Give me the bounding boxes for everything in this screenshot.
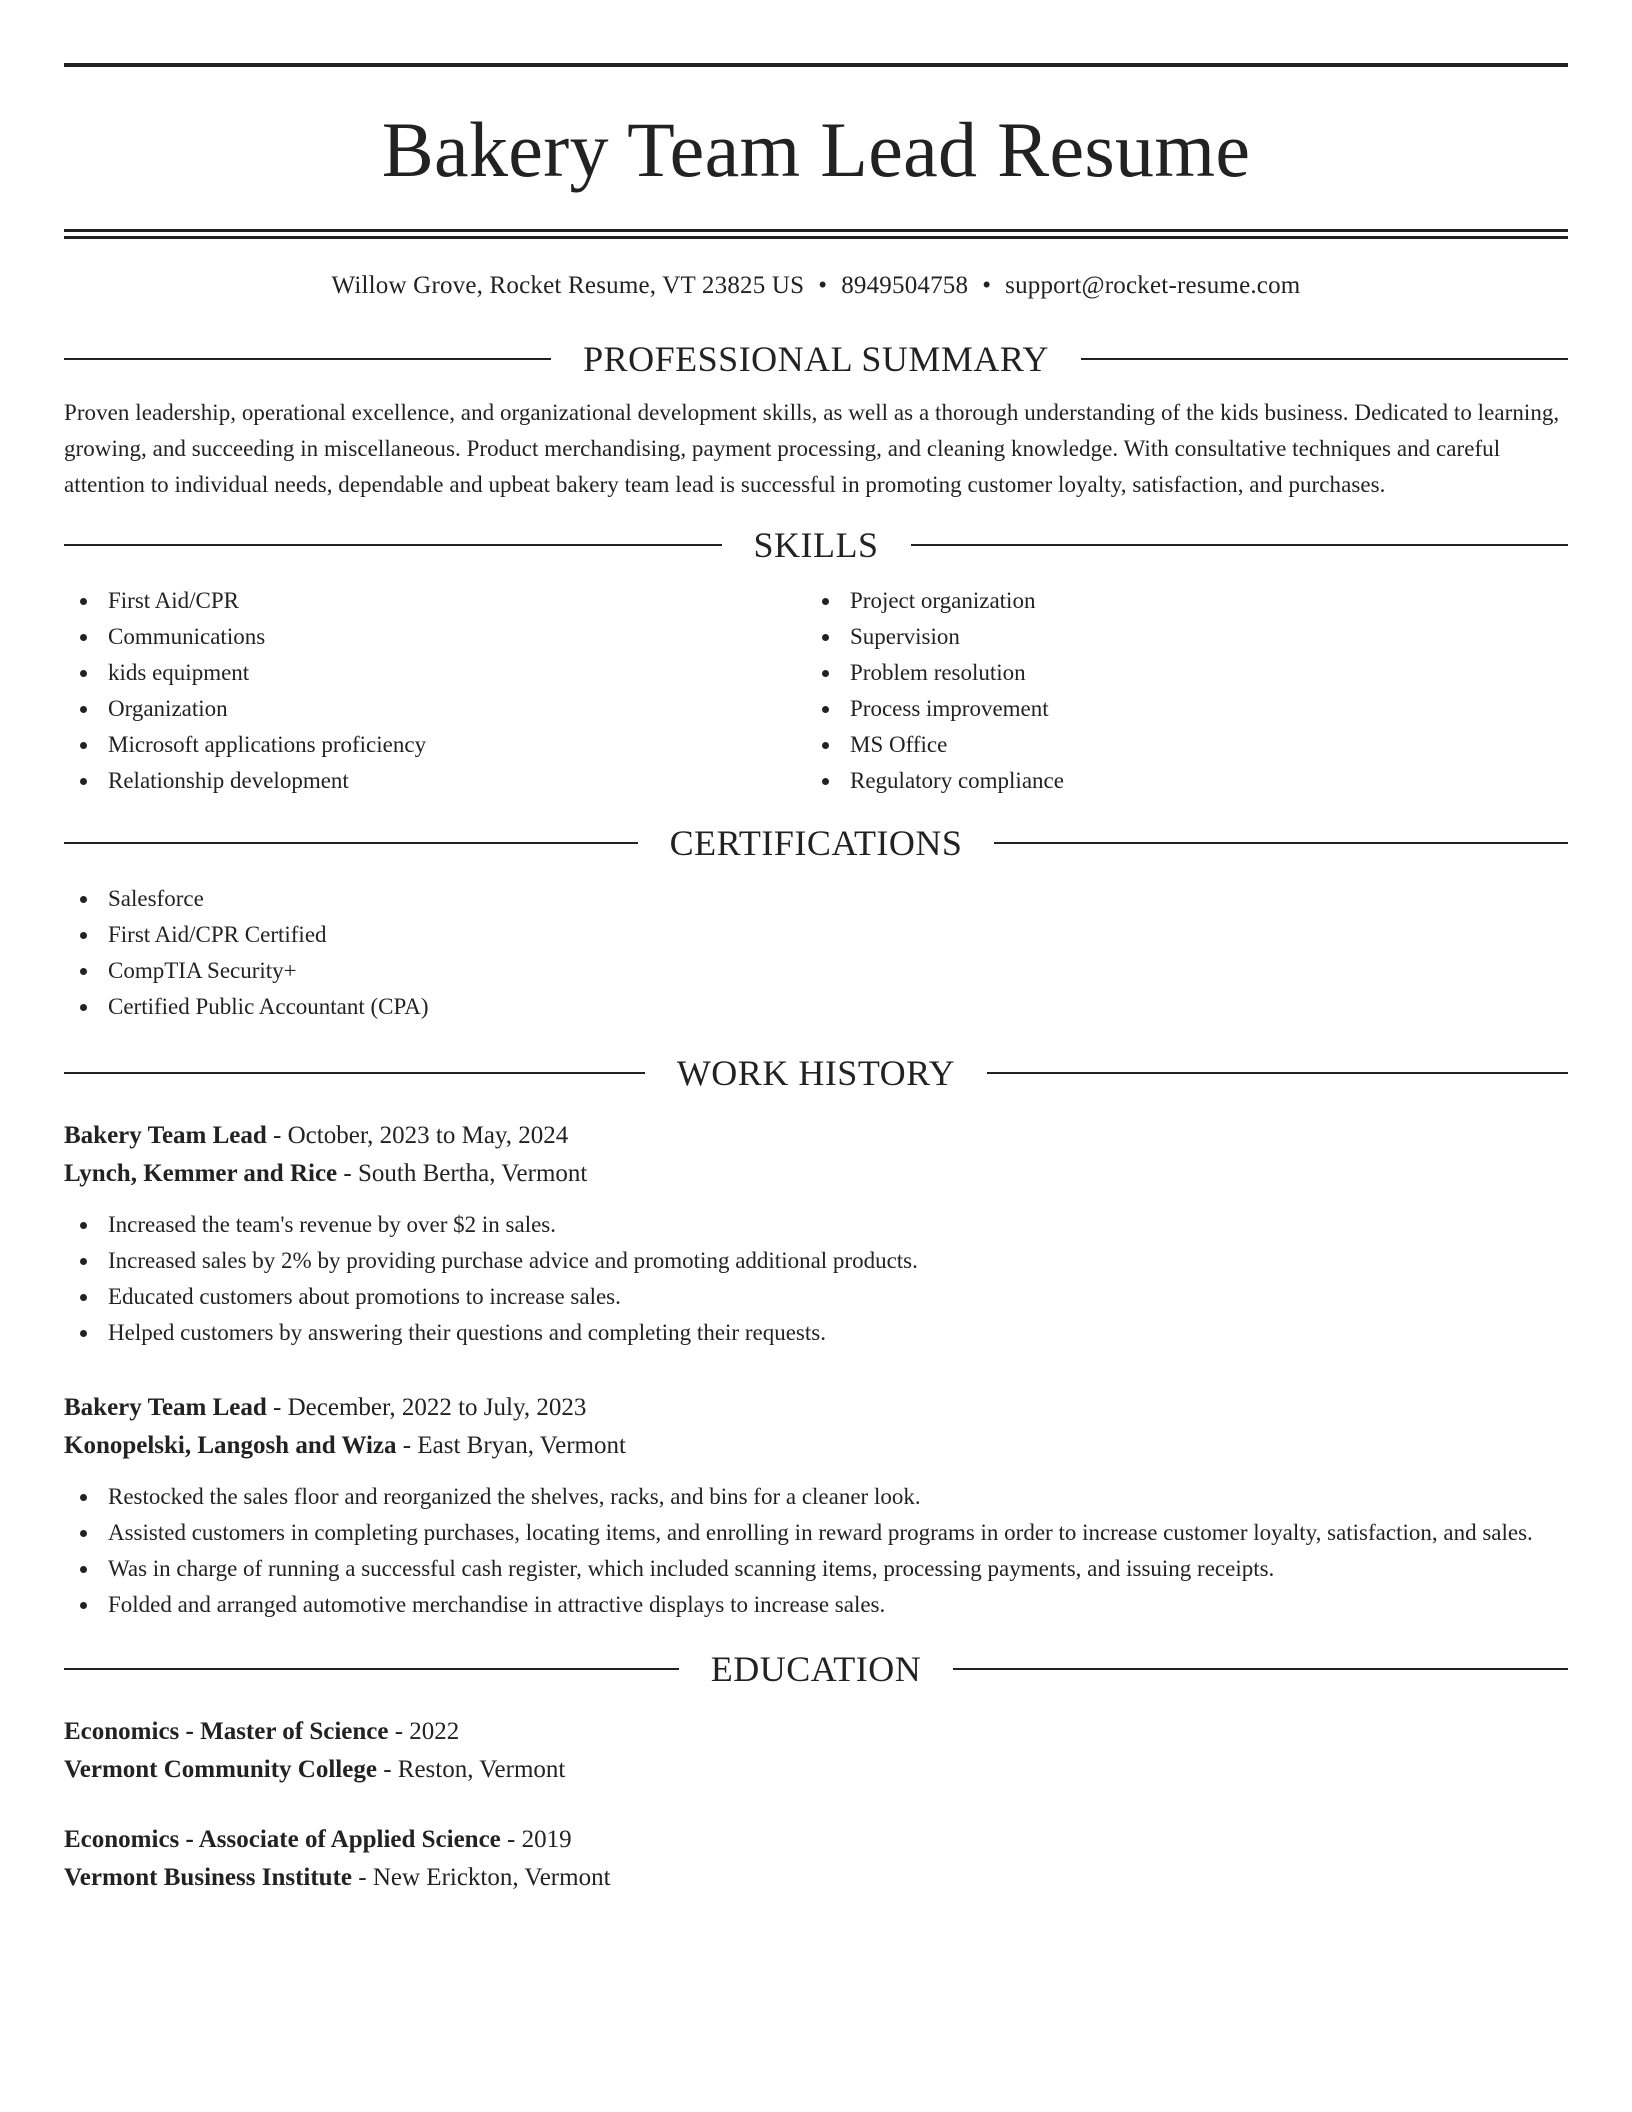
bullet-icon [80, 1330, 87, 1337]
job-bullet-text: Was in charge of running a successful cash register, which included scanning items, processing payments, and issuing receipts. [108, 1556, 1275, 1581]
bullet-icon [822, 742, 829, 749]
bullet-icon [80, 896, 87, 903]
section-rule [64, 1668, 679, 1670]
contact-address: Willow Grove, Rocket Resume, VT 23825 US [331, 272, 805, 299]
contact-separator: • [818, 272, 828, 299]
bullet-icon [80, 1602, 87, 1609]
job-title: Bakery Team Lead [64, 1122, 267, 1149]
list-item [64, 763, 806, 799]
section-rule [64, 358, 551, 360]
bullet-icon [80, 634, 87, 641]
header-double-rule [64, 229, 1568, 239]
job-location: - South Bertha, Vermont [337, 1160, 588, 1187]
skills-list-right [806, 583, 1548, 799]
bullet-icon [80, 670, 87, 677]
education-entry [64, 1821, 1568, 1897]
section-rule [911, 544, 1569, 546]
section-heading-work-history [64, 1051, 1568, 1095]
list-item [64, 1207, 1568, 1243]
job-location: - East Bryan, Vermont [396, 1432, 626, 1459]
header-top-rule [64, 63, 1568, 67]
list-item [806, 727, 1548, 763]
list-item [806, 763, 1548, 799]
skills-columns [64, 583, 1568, 799]
certification-label: Salesforce [108, 886, 204, 911]
skill-label: Project organization [850, 588, 1036, 613]
education-entry [64, 1713, 1568, 1789]
bullet-icon [80, 1294, 87, 1301]
job-entry [64, 1389, 1568, 1623]
bullet-icon [80, 1222, 87, 1229]
bullet-icon [822, 634, 829, 641]
education-location: - Reston, Vermont [376, 1756, 566, 1783]
skill-label: Problem resolution [850, 660, 1026, 685]
bullet-icon [80, 598, 87, 605]
section-heading-skills [64, 523, 1568, 567]
certification-label: Certified Public Accountant (CPA) [108, 994, 429, 1019]
contact-separator: • [982, 272, 992, 299]
section-rule [64, 544, 722, 546]
list-item [806, 655, 1548, 691]
list-item [64, 1279, 1568, 1315]
skill-label: Microsoft applications proficiency [108, 732, 427, 757]
page-title: Bakery Team Lead Resume [381, 106, 1251, 193]
job-title: Bakery Team Lead [64, 1394, 267, 1421]
bullet-icon [822, 670, 829, 677]
job-company-line [64, 1155, 1568, 1193]
skill-label: Organization [108, 696, 228, 721]
certifications-list [64, 881, 1568, 1025]
section-rule [64, 842, 638, 844]
list-item [64, 583, 806, 619]
list-item [64, 1243, 1568, 1279]
job-company-line [64, 1427, 1568, 1465]
bullet-icon [80, 1258, 87, 1265]
job-entry [64, 1117, 1568, 1351]
education-school-line [64, 1751, 1568, 1789]
contact-phone: 8949504758 [841, 272, 969, 299]
list-item [64, 989, 1568, 1025]
section-heading-summary [64, 337, 1568, 381]
certification-label: CompTIA Security+ [108, 958, 297, 983]
bullet-icon [80, 1004, 87, 1011]
skill-label: Communications [108, 624, 266, 649]
bullet-icon [80, 742, 87, 749]
section-title: CERTIFICATIONS [669, 823, 963, 863]
job-bullet-text: Increased the team's revenue by over $2 in sales. [108, 1212, 556, 1237]
education-degree-line [64, 1821, 1568, 1859]
skill-label: First Aid/CPR [108, 588, 240, 613]
skills-list-left [64, 583, 806, 799]
section-rule [994, 842, 1568, 844]
education-year: - 2022 [388, 1718, 460, 1745]
skill-label: MS Office [850, 732, 948, 757]
job-bullet-text: Restocked the sales floor and reorganized the shelves, racks, and bins for a cleaner look. [108, 1484, 921, 1509]
section-rule [953, 1668, 1568, 1670]
skill-label: Supervision [850, 624, 960, 649]
job-bullets [64, 1207, 1568, 1351]
bullet-icon [80, 1530, 87, 1537]
list-item [64, 619, 806, 655]
list-item [64, 1551, 1568, 1587]
education-school: Vermont Community College [64, 1756, 377, 1783]
list-item [64, 691, 806, 727]
contact-email: support@rocket-resume.com [1005, 272, 1301, 299]
contact-line [64, 269, 1568, 303]
skill-label: Process improvement [850, 696, 1049, 721]
bullet-icon [80, 1494, 87, 1501]
section-heading-certifications [64, 821, 1568, 865]
list-item [64, 1587, 1568, 1623]
list-item [806, 691, 1548, 727]
list-item [64, 953, 1568, 989]
bullet-icon [822, 706, 829, 713]
job-company: Konopelski, Langosh and Wiza [64, 1432, 397, 1459]
bullet-icon [822, 598, 829, 605]
section-title: SKILLS [753, 525, 879, 565]
list-item [64, 917, 1568, 953]
job-company: Lynch, Kemmer and Rice [64, 1160, 338, 1187]
job-bullet-text: Increased sales by 2% by providing purchase advice and promoting additional products. [108, 1248, 918, 1273]
section-title: WORK HISTORY [676, 1053, 956, 1093]
section-rule [1081, 358, 1568, 360]
job-bullet-text: Assisted customers in completing purchases, locating items, and enrolling in reward programs in order to increase customer loyalty, satisfaction, and sales. [108, 1520, 1533, 1545]
list-item [64, 655, 806, 691]
summary-text: Proven leadership, operational excellence, and organizational development skills, as well as a thorough understanding of the kids business. Dedicated to learning, growing, and succeeding in miscellaneous. Product merchandising, payment processing, and cleaning knowledge. With consultative techniques and careful attention to individual needs, dependable and upbeat bakery team lead is successful in promoting customer loyalty, satisfaction, and purchases. [64, 400, 1560, 497]
job-title-line [64, 1117, 1568, 1155]
list-item [64, 881, 1568, 917]
job-dates: - October, 2023 to May, 2024 [266, 1122, 569, 1149]
list-item [64, 1315, 1568, 1351]
list-item [806, 583, 1548, 619]
list-item [64, 1515, 1568, 1551]
education-degree: Economics - Master of Science [64, 1718, 389, 1745]
skill-label: kids equipment [108, 660, 250, 685]
job-bullets [64, 1479, 1568, 1623]
bullet-icon [80, 706, 87, 713]
job-bullet-text: Educated customers about promotions to increase sales. [108, 1284, 621, 1309]
bullet-icon [80, 968, 87, 975]
section-rule [987, 1072, 1568, 1074]
skill-label: Regulatory compliance [850, 768, 1064, 793]
bullet-icon [80, 932, 87, 939]
section-rule [64, 1072, 645, 1074]
education-school: Vermont Business Institute [64, 1864, 353, 1891]
education-degree-line [64, 1713, 1568, 1751]
bullet-icon [822, 778, 829, 785]
list-item [64, 727, 806, 763]
education-degree: Economics - Associate of Applied Science [64, 1826, 501, 1853]
bullet-icon [80, 778, 87, 785]
list-item [64, 1479, 1568, 1515]
section-title: PROFESSIONAL SUMMARY [583, 339, 1049, 379]
job-title-line [64, 1389, 1568, 1427]
bullet-icon [80, 1566, 87, 1573]
skill-label: Relationship development [108, 768, 349, 793]
section-heading-education [64, 1647, 1568, 1691]
section-title: EDUCATION [710, 1649, 922, 1689]
education-location: - New Erickton, Vermont [352, 1864, 611, 1891]
certification-label: First Aid/CPR Certified [108, 922, 327, 947]
job-dates: - December, 2022 to July, 2023 [266, 1394, 587, 1421]
job-bullet-text: Helped customers by answering their questions and completing their requests. [108, 1320, 826, 1345]
job-bullet-text: Folded and arranged automotive merchandise in attractive displays to increase sales. [108, 1592, 886, 1617]
education-school-line [64, 1859, 1568, 1897]
education-year: - 2019 [500, 1826, 572, 1853]
list-item [806, 619, 1548, 655]
